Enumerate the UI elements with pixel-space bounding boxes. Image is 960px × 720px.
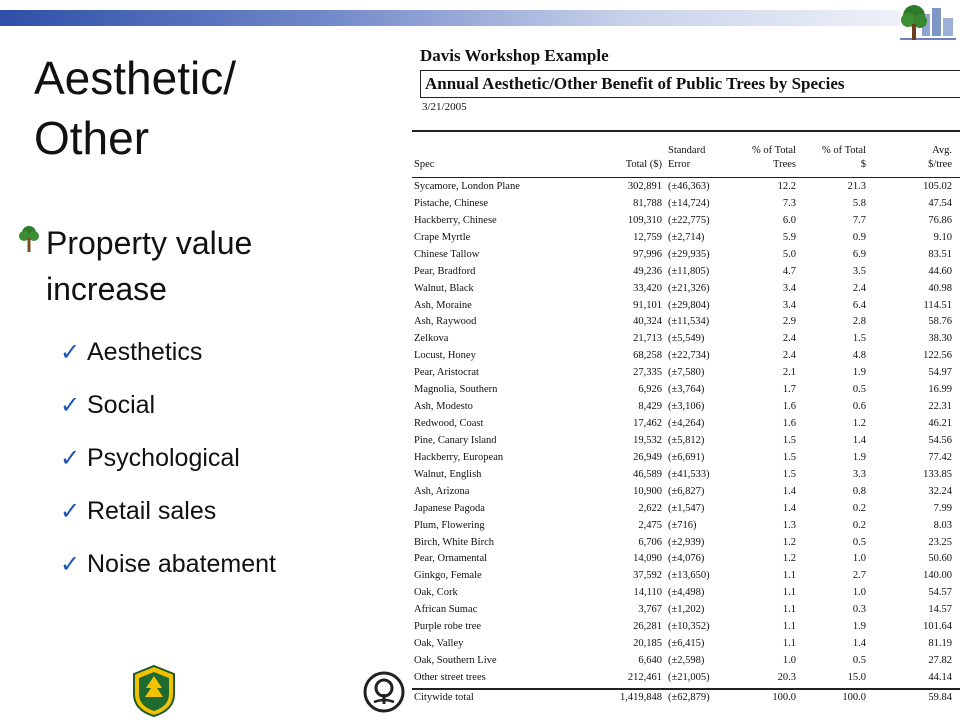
cell-pct-dollars: 0.5 <box>852 384 866 396</box>
header-gradient-bar <box>0 10 900 26</box>
cell-pct-trees: 1.5 <box>782 434 796 446</box>
cell-se: (±1,202) <box>668 604 705 616</box>
cell-total: 33,420 <box>633 282 662 294</box>
cell-pct-trees: 1.1 <box>782 587 796 599</box>
cell-spec: Magnolia, Southern <box>414 384 498 396</box>
scanned-benefit-table <box>400 40 960 720</box>
sub-bullet-list <box>60 326 378 591</box>
cell-pct-trees: 100.0 <box>772 692 796 703</box>
cell-pct-trees: 5.9 <box>782 231 796 243</box>
cell-se: (±21,326) <box>668 282 710 294</box>
cell-se: (±2,714) <box>668 231 705 243</box>
cell-avg: 27.82 <box>928 655 952 667</box>
cell-pct-dollars: 1.9 <box>852 621 866 633</box>
cell-avg: 122.56 <box>923 350 952 362</box>
cell-pct-trees: 20.3 <box>777 671 796 683</box>
cell-pct-dollars: 4.8 <box>852 350 866 362</box>
cell-se: (±4,076) <box>668 553 705 565</box>
cell-total: 19,532 <box>633 434 662 446</box>
sub-bullet-text: Retail sales <box>87 497 217 525</box>
table-row <box>414 348 954 365</box>
cell-spec: Zelkova <box>414 333 449 345</box>
table-row <box>414 535 954 552</box>
cell-avg: 23.25 <box>928 536 952 548</box>
cell-se: (±4,264) <box>668 418 705 430</box>
cell-pct-trees: 12.2 <box>777 181 796 192</box>
cell-se: (±41,533) <box>668 468 710 480</box>
sub-bullet <box>60 326 378 379</box>
cell-pct-trees: 1.1 <box>782 604 796 616</box>
cell-spec: Walnut, English <box>414 468 482 480</box>
cell-avg: 105.02 <box>923 181 952 192</box>
cell-total: 302,891 <box>627 181 662 192</box>
table-row <box>414 314 954 331</box>
cell-avg: 8.03 <box>933 519 952 531</box>
cell-pct-dollars: 2.8 <box>852 316 866 328</box>
cell-pct-dollars: 1.5 <box>852 333 866 345</box>
cell-se: (±11,534) <box>668 316 710 328</box>
cell-pct-trees: 3.4 <box>782 299 796 311</box>
table-row <box>414 467 954 484</box>
cell-se: (±14,724) <box>668 197 710 209</box>
sub-bullet-text: Noise abatement <box>87 550 277 578</box>
cell-total: 27,335 <box>633 367 662 379</box>
table-row <box>414 653 954 670</box>
bullet-list <box>18 220 378 591</box>
cell-total: 26,949 <box>633 451 662 463</box>
cell-spec: Oak, Cork <box>414 587 458 599</box>
cell-se: (±3,106) <box>668 401 705 413</box>
cell-pct-trees: 1.6 <box>782 418 796 430</box>
table-row <box>414 382 954 399</box>
cell-pct-dollars: 0.6 <box>852 401 866 413</box>
table-row <box>414 416 954 433</box>
cell-spec: Birch, White Birch <box>414 536 494 548</box>
cell-se: (±11,805) <box>668 265 710 277</box>
cell-pct-dollars: 1.0 <box>852 553 866 565</box>
cell-pct-dollars: 1.9 <box>852 451 866 463</box>
cell-total: 81,788 <box>633 197 662 209</box>
cell-spec: Crape Myrtle <box>414 231 471 243</box>
cell-pct-dollars: 3.3 <box>852 468 866 480</box>
cell-total: 212,461 <box>627 671 662 683</box>
col-header-pct-dollars-line2: $ <box>860 159 866 170</box>
cell-total: 109,310 <box>627 214 662 226</box>
cell-se: (±6,415) <box>668 638 705 650</box>
cell-pct-trees: 2.4 <box>782 350 796 362</box>
cell-total: 10,900 <box>633 485 662 497</box>
cell-se: (±62,879) <box>668 692 710 703</box>
cell-avg: 83.51 <box>928 248 952 260</box>
cell-se: (±716) <box>668 519 697 531</box>
cell-total: 1,419,848 <box>620 692 662 703</box>
cell-pct-trees: 1.2 <box>782 536 796 548</box>
table-row <box>414 331 954 348</box>
table-row <box>414 213 954 230</box>
sub-bullet <box>60 379 378 432</box>
sub-bullet-text: Psychological <box>87 444 240 472</box>
cell-pct-trees: 1.5 <box>782 451 796 463</box>
col-header-avg-line1: Avg. <box>932 145 952 156</box>
cell-pct-dollars: 2.7 <box>852 570 866 582</box>
cell-total: 17,462 <box>633 418 662 430</box>
cell-spec: Ginkgo, Female <box>414 570 482 582</box>
cell-pct-dollars: 0.8 <box>852 485 866 497</box>
cell-pct-dollars: 0.2 <box>852 519 866 531</box>
sub-bullet <box>60 485 378 538</box>
cell-total: 46,589 <box>633 468 662 480</box>
cell-pct-dollars: 0.2 <box>852 502 866 514</box>
table-row <box>414 179 954 196</box>
cell-avg: 114.51 <box>923 299 952 311</box>
cell-spec: Ash, Moraine <box>414 299 472 311</box>
cell-total: 68,258 <box>633 350 662 362</box>
cell-spec: Pear, Aristocrat <box>414 367 479 379</box>
cell-pct-dollars: 1.4 <box>852 434 866 446</box>
cell-avg: 54.57 <box>928 587 952 599</box>
cell-total: 6,926 <box>638 384 662 396</box>
cell-pct-trees: 4.7 <box>782 265 796 277</box>
cell-pct-trees: 1.1 <box>782 570 796 582</box>
cell-total: 8,429 <box>638 401 662 413</box>
cell-pct-trees: 1.5 <box>782 468 796 480</box>
cell-avg: 54.56 <box>928 434 952 446</box>
table-top-rule <box>412 130 960 132</box>
cell-se: (±6,827) <box>668 485 705 497</box>
cell-avg: 22.31 <box>928 401 952 413</box>
table-title: Annual Aesthetic/Other Benefit of Public Trees by Species <box>420 70 960 98</box>
title-line-2: Other <box>34 112 150 164</box>
cell-pct-dollars: 7.7 <box>852 214 866 226</box>
cell-se: (±21,005) <box>668 671 710 683</box>
cell-pct-dollars: 21.3 <box>847 181 866 192</box>
cell-pct-dollars: 6.9 <box>852 248 866 260</box>
cell-avg: 54.97 <box>928 367 952 379</box>
cell-avg: 76.86 <box>928 214 952 226</box>
cell-total: 26,281 <box>633 621 662 633</box>
col-header-se-line1: Standard <box>668 145 706 156</box>
table-row <box>414 551 954 568</box>
cell-avg: 38.30 <box>928 333 952 345</box>
table-row <box>414 585 954 602</box>
cell-total: 37,592 <box>633 570 662 582</box>
checkmark-icon: ✓ <box>60 445 81 472</box>
cell-total: 20,185 <box>633 638 662 650</box>
col-header-pct-dollars-line1: % of Total <box>822 145 866 156</box>
cell-avg: 50.60 <box>928 553 952 565</box>
cell-se: (±7,580) <box>668 367 705 379</box>
cell-spec: Plum, Flowering <box>414 519 485 531</box>
cell-pct-trees: 1.6 <box>782 401 796 413</box>
cell-avg: 77.42 <box>928 451 952 463</box>
cell-spec: Citywide total <box>414 692 474 703</box>
cell-se: (±2,939) <box>668 536 705 548</box>
col-header-pct-trees-line2: Trees <box>773 159 796 170</box>
cell-pct-trees: 1.4 <box>782 485 796 497</box>
cell-pct-trees: 5.0 <box>782 248 796 260</box>
table-row <box>414 433 954 450</box>
forest-service-shield-icon <box>130 664 178 718</box>
cell-se: (±5,549) <box>668 333 705 345</box>
cell-se: (±2,598) <box>668 655 705 667</box>
main-bullet <box>18 220 378 312</box>
table-row <box>414 602 954 619</box>
cell-avg: 140.00 <box>923 570 952 582</box>
table-total-row <box>414 690 954 707</box>
cell-total: 14,110 <box>633 587 662 599</box>
table-row <box>414 196 954 213</box>
checkmark-icon: ✓ <box>60 551 81 578</box>
cell-spec: Oak, Southern Live <box>414 655 497 667</box>
col-header-pct-trees-line1: % of Total <box>752 145 796 156</box>
cell-spec: Hackberry, Chinese <box>414 214 497 226</box>
slide-title <box>34 48 364 168</box>
table-row <box>414 636 954 653</box>
cell-pct-trees: 1.0 <box>782 655 796 667</box>
cell-pct-trees: 1.2 <box>782 553 796 565</box>
cell-avg: 58.76 <box>928 316 952 328</box>
cell-se: (±3,764) <box>668 384 705 396</box>
cell-avg: 46.21 <box>928 418 952 430</box>
cell-spec: Chinese Tallow <box>414 248 480 260</box>
cell-spec: Pear, Ornamental <box>414 553 488 565</box>
cell-total: 21,713 <box>633 333 662 345</box>
cell-spec: Pine, Canary Island <box>414 434 497 446</box>
table-row <box>414 230 954 247</box>
cell-spec: Ash, Raywood <box>414 316 477 328</box>
cell-pct-trees: 1.1 <box>782 621 796 633</box>
cell-se: (±6,691) <box>668 451 705 463</box>
cell-pct-trees: 2.1 <box>782 367 796 379</box>
cell-pct-trees: 7.3 <box>782 197 796 209</box>
cell-total: 6,706 <box>638 536 662 548</box>
cell-pct-dollars: 0.9 <box>852 231 866 243</box>
cell-pct-trees: 2.4 <box>782 333 796 345</box>
cell-pct-dollars: 2.4 <box>852 282 866 294</box>
cell-pct-dollars: 15.0 <box>847 671 866 683</box>
cell-se: (±13,650) <box>668 570 710 582</box>
cell-pct-dollars: 0.5 <box>852 655 866 667</box>
table-row <box>414 399 954 416</box>
cell-pct-dollars: 5.8 <box>852 197 866 209</box>
cell-avg: 59.84 <box>928 692 952 703</box>
cell-pct-trees: 1.3 <box>782 519 796 531</box>
cell-pct-dollars: 100.0 <box>842 692 866 703</box>
cell-total: 3,767 <box>638 604 662 616</box>
table-row <box>414 281 954 298</box>
col-header-avg-line2: $/tree <box>928 159 952 170</box>
title-line-1: Aesthetic/ <box>34 52 236 104</box>
cell-avg: 47.54 <box>928 197 952 209</box>
table-row <box>414 247 954 264</box>
cell-avg: 14.57 <box>928 604 952 616</box>
cell-avg: 16.99 <box>928 384 952 396</box>
cell-total: 91,101 <box>633 299 662 311</box>
cell-spec: Pear, Bradford <box>414 265 476 277</box>
cell-total: 97,996 <box>633 248 662 260</box>
cell-avg: 7.99 <box>933 502 952 514</box>
cell-spec: Redwood, Coast <box>414 418 484 430</box>
cell-se: (±46,363) <box>668 181 710 192</box>
table-row <box>414 298 954 315</box>
table-row <box>414 501 954 518</box>
cell-pct-trees: 1.1 <box>782 638 796 650</box>
col-header-total: Total ($) <box>625 159 662 170</box>
cell-pct-dollars: 0.5 <box>852 536 866 548</box>
cell-se: (±4,498) <box>668 587 705 599</box>
cell-spec: Oak, Valley <box>414 638 464 650</box>
cell-avg: 40.98 <box>928 282 952 294</box>
cell-se: (±22,734) <box>668 350 710 362</box>
cell-spec: Japanese Pagoda <box>414 502 485 514</box>
cell-se: (±22,775) <box>668 214 710 226</box>
cell-total: 2,622 <box>638 502 662 514</box>
cell-se: (±29,935) <box>668 248 710 260</box>
cell-total: 12,759 <box>633 231 662 243</box>
cell-se: (±10,352) <box>668 621 710 633</box>
table-row <box>414 365 954 382</box>
cell-pct-dollars: 1.2 <box>852 418 866 430</box>
table-row <box>414 450 954 467</box>
cell-spec: Other street trees <box>414 671 486 683</box>
cell-pct-dollars: 6.4 <box>852 299 866 311</box>
cell-spec: Walnut, Black <box>414 282 474 294</box>
cell-avg: 32.24 <box>928 485 952 497</box>
cell-pct-trees: 6.0 <box>782 214 796 226</box>
table-header-rule <box>412 177 960 178</box>
cell-pct-dollars: 1.4 <box>852 638 866 650</box>
cell-pct-trees: 1.7 <box>782 384 796 396</box>
cell-total: 2,475 <box>638 519 662 531</box>
col-header-se-line2: Error <box>668 159 691 170</box>
cell-pct-dollars: 1.9 <box>852 367 866 379</box>
sub-bullet-text: Aesthetics <box>87 338 203 366</box>
cell-total: 6,640 <box>638 655 662 667</box>
main-bullet-text: Property value increase <box>46 225 253 307</box>
cell-spec: Ash, Arizona <box>414 485 470 497</box>
cell-se: (±5,812) <box>668 434 705 446</box>
sub-bullet-text: Social <box>87 391 156 419</box>
sub-bullet <box>60 432 378 485</box>
cell-pct-dollars: 3.5 <box>852 265 866 277</box>
cell-spec: Locust, Honey <box>414 350 476 362</box>
cell-avg: 101.64 <box>923 621 952 633</box>
cell-total: 14,090 <box>633 553 662 565</box>
checkmark-icon: ✓ <box>60 392 81 419</box>
table-row <box>414 619 954 636</box>
table-row <box>414 670 954 687</box>
table-row <box>414 484 954 501</box>
cell-avg: 44.14 <box>928 671 952 683</box>
col-header-spec: Spec <box>414 159 435 170</box>
cell-total: 49,236 <box>633 265 662 277</box>
table-date: 3/21/2005 <box>422 101 467 113</box>
cell-avg: 9.10 <box>933 231 952 243</box>
checkmark-icon: ✓ <box>60 498 81 525</box>
cell-se: (±1,547) <box>668 502 705 514</box>
circular-seal-icon <box>362 670 406 714</box>
cell-pct-dollars: 1.0 <box>852 587 866 599</box>
cell-avg: 44.60 <box>928 265 952 277</box>
tree-icon <box>18 224 40 254</box>
cell-spec: Sycamore, London Plane <box>414 181 520 192</box>
cell-avg: 133.85 <box>923 468 952 480</box>
cell-spec: Pistache, Chinese <box>414 197 489 209</box>
cell-spec: Ash, Modesto <box>414 401 473 413</box>
sub-bullet <box>60 538 378 591</box>
table-row <box>414 264 954 281</box>
cell-avg: 81.19 <box>928 638 952 650</box>
cell-spec: Purple robe tree <box>414 621 482 633</box>
cell-pct-trees: 3.4 <box>782 282 796 294</box>
cell-spec: Hackberry, European <box>414 451 504 463</box>
checkmark-icon: ✓ <box>60 339 81 366</box>
table-heading: Davis Workshop Example <box>420 46 609 65</box>
table-row <box>414 568 954 585</box>
cell-se: (±29,804) <box>668 299 710 311</box>
cell-pct-dollars: 0.3 <box>852 604 866 616</box>
cell-spec: African Sumac <box>414 604 478 616</box>
cell-pct-trees: 1.4 <box>782 502 796 514</box>
table-row <box>414 518 954 535</box>
cell-total: 40,324 <box>633 316 662 328</box>
cell-pct-trees: 2.9 <box>782 316 796 328</box>
